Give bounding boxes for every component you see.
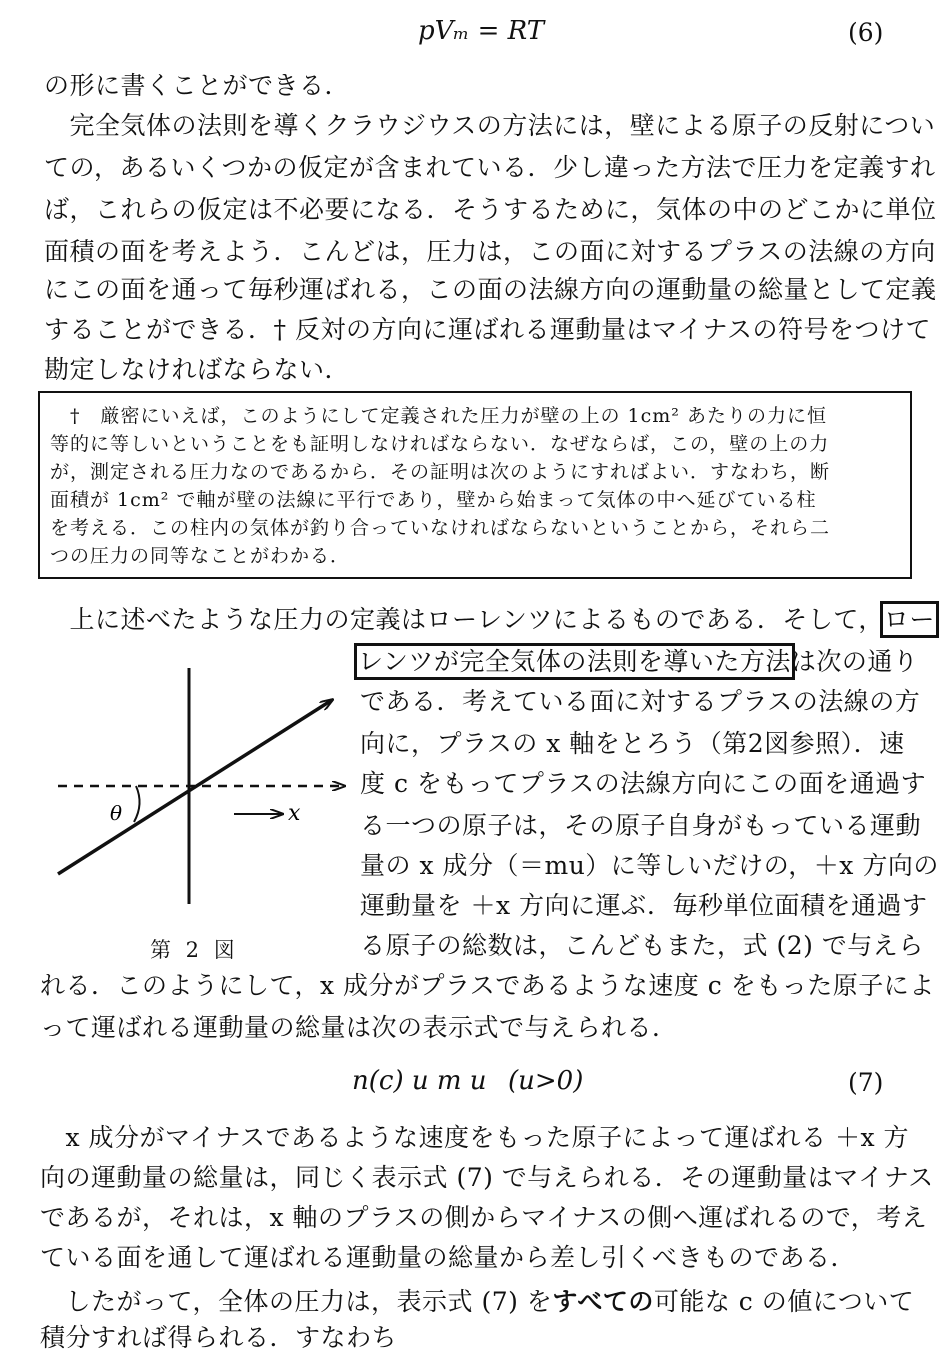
para3-line-2 [358,646,918,678]
para1-line: の形に書くことができる． [44,71,351,100]
para3-side-line: 量の x 成分（＝mu）に等しいだけの，＋x 方向の [360,851,939,880]
footnote-line: を考える．この柱内の気体が釣り合っていなければならないということから，それら二 [50,517,831,539]
para2-line: にこの面を通って毎秒運ばれる，この面の法線方向の運動量の総量として定義 [44,275,937,304]
equation-6-number: (6) [848,18,884,47]
figure-caption: 第 2 図 [150,938,239,962]
para5-line-1-after: 可能な c の値について [653,1287,915,1316]
x-axis-label: x [288,801,301,826]
para5-line-2: 積分すれば得られる．すなわち [40,1323,398,1352]
para3-side-line: る一つの原子は，その原子自身がもっている運動 [360,811,922,840]
para3-side-line: 度 c をもってプラスの法線方向にこの面を通過す [360,769,927,798]
para5-emphasis: すべての [552,1287,654,1316]
para2-line: 完全気体の法則を導くクラウジウスの方法には，壁による原子の反射につい [44,111,936,140]
para3-line-2-text: は次の通り [790,647,919,676]
para4-line: であるが，それは，x 軸のプラスの側からマイナスの側へ運ばれるので，考え [40,1203,928,1232]
footnote-line: 面積が 1cm² で軸が壁の法線に平行であり，壁から始まって気体の中へ延びている柱 [50,489,817,511]
para3-line-1-text: 上に述べたような圧力の定義はローレンツによるものである．そして， [44,605,884,634]
para2-line: 勘定しなければならない． [44,355,351,384]
para2-line: ば，これらの仮定は不必要になる．そうするために，気体の中のどこかに単位 [44,195,937,224]
para4-line: x 成分がマイナスであるような速度をもった原子によって運ばれる ＋x 方 [40,1123,910,1152]
para5-line-1 [40,1286,914,1318]
equation-6: pVₘ = RT [418,16,545,46]
footnote-box [38,391,912,579]
boxed-phrase-end: レンツが完全気体の法則を導いた方法 [358,647,791,676]
para3-side-line: る原子の総数は，こんどもまた，式 (2) で与えら [360,931,924,960]
para2-line: することができる．† 反対の方向に運ばれる運動量はマイナスの符号をつけて [44,315,931,344]
equation-7-number: (7) [848,1068,884,1097]
footnote-line: が，測定される圧力なのであるから．その証明は次のようにすればよい．すなわち，断 [50,461,831,483]
theta-label: θ [110,801,123,825]
para3-side-line: 向に，プラスの x 軸をとろう（第2図参照）．速 [360,729,905,758]
para3-side-line: である．考えている面に対するプラスの法線の方 [360,687,921,716]
boxed-phrase-start: ロー [883,605,935,634]
para4-line: ている面を通して運ばれる運動量の総量から差し引くべきものである． [40,1243,857,1272]
equation-7-condition: (u>0) [508,1066,584,1096]
para3-line-1 [44,604,935,636]
para2-line: 面積の面を考えよう．こんどは，圧力は，この面に対するプラスの法線の方向 [44,237,936,266]
para5-line-1-before: したがって，全体の圧力は，表示式 (7) を [40,1287,553,1316]
footnote-line: つの圧力の同等なことがわかる． [50,545,351,567]
equation-7: n(c) u m u [352,1066,487,1096]
para3-side-line: 運動量を ＋x 方向に運ぶ．毎秒単位面積を通過す [360,891,928,920]
para3-full-line: れる．このようにして，x 成分がプラスであるような速度 c をもった原子によ [40,971,935,1000]
para4-line: 向の運動量の総量は，同じく表示式 (7) で与えられる．その運動量はマイナス [40,1163,934,1192]
theta-arc [134,786,140,822]
para2-line: ての，あるいくつかの仮定が含まれている．少し違った方法で圧力を定義すれ [44,153,936,182]
figure-2 [40,660,350,910]
footnote-line: † 厳密にいえば，このようにして定義された圧力が壁の上の 1cm² あたりの力に恒 [50,405,827,427]
footnote-line: 等的に等しいということをも証明しなければならない．なぜならば，この，壁の上の力 [50,433,830,455]
para3-full-line: って運ばれる運動量の総量は次の表示式で与えられる． [40,1013,678,1042]
